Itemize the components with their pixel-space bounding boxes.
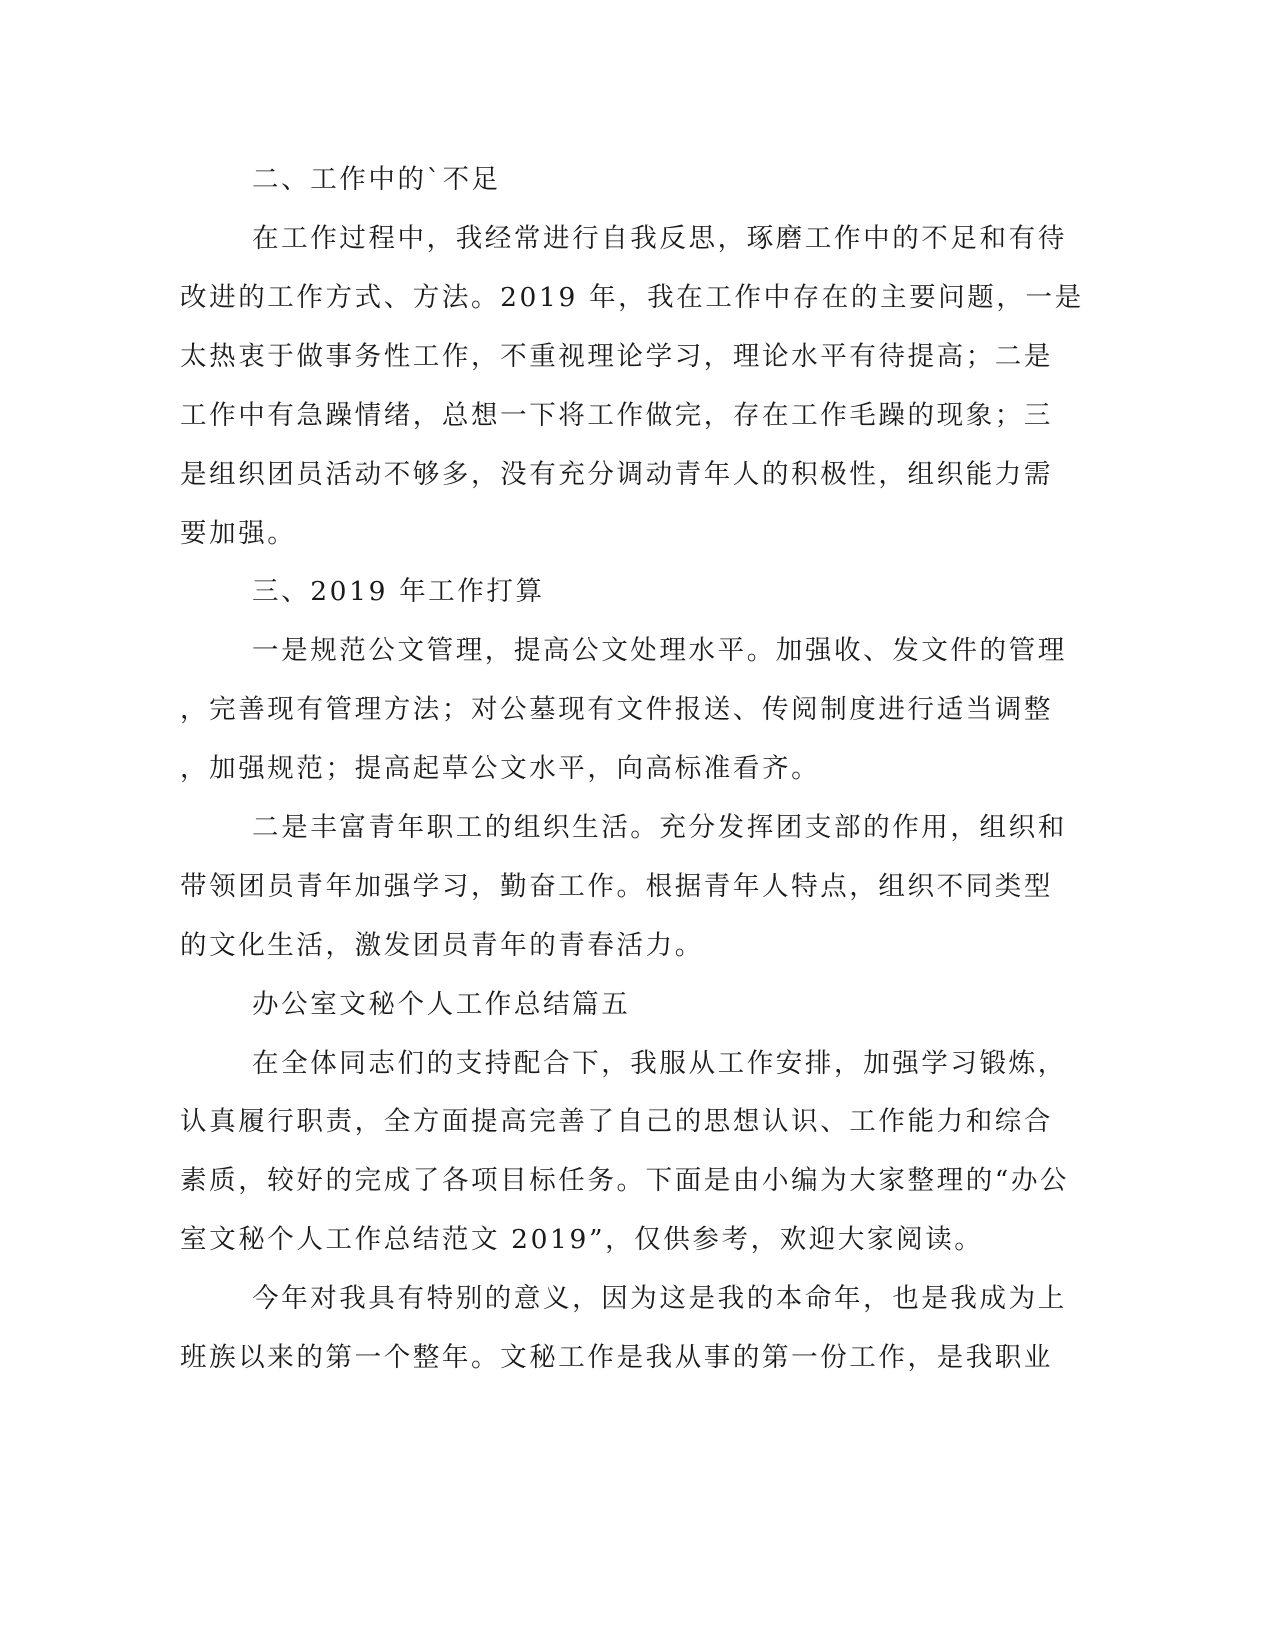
paragraph-line: 一是规范公文管理，提高公文处理水平。加强收、发文件的管理	[252, 635, 1067, 666]
section-heading-plan: 三、2019 年工作打算	[252, 576, 545, 607]
paragraph-line: 在全体同志们的支持配合下，我服从工作安排，加强学习锻炼，	[252, 1048, 1067, 1079]
paragraph-line: 要加强。	[180, 518, 297, 549]
paragraph-line: 的文化生活，激发团员青年的青春活力。	[180, 930, 704, 961]
paragraph-line: 改进的工作方式、方法。2019 年，我在工作中存在的主要问题，一是	[180, 282, 1084, 313]
paragraph-line: ，完善现有管理方法；对公墓现有文件报送、传阅制度进行适当调整	[180, 694, 1053, 725]
paragraph-line: 室文秘个人工作总结范文 2019”，仅供参考，欢迎大家阅读。	[180, 1224, 984, 1255]
paragraph-line: 班族以来的第一个整年。文秘工作是我从事的第一份工作，是我职业	[180, 1342, 1053, 1373]
paragraph-line: 素质，较好的完成了各项目标任务。下面是由小编为大家整理的“办公	[180, 1165, 1070, 1196]
paragraph-line: 二是丰富青年职工的组织生活。充分发挥团支部的作用，组织和	[252, 812, 1067, 843]
paragraph-line: 带领团员青年加强学习，勤奋工作。根据青年人特点，组织不同类型	[180, 871, 1053, 902]
paragraph-line: 是组织团员活动不够多，没有充分调动青年人的积极性，组织能力需	[180, 459, 1053, 490]
paragraph-line: 太热衷于做事务性工作，不重视理论学习，理论水平有待提高；二是	[180, 341, 1053, 372]
paragraph-line: 今年对我具有特别的意义，因为这是我的本命年，也是我成为上	[252, 1283, 1067, 1314]
paragraph-line: 认真履行职责，全方面提高完善了自己的思想认识、工作能力和综合	[180, 1106, 1053, 1137]
paragraph-line: 工作中有急躁情绪，总想一下将工作做完，存在工作毛躁的现象；三	[180, 400, 1053, 431]
article-title: 办公室文秘个人工作总结篇五	[252, 989, 631, 1020]
paragraph-line: 在工作过程中，我经常进行自我反思，琢磨工作中的不足和有待	[252, 223, 1067, 254]
section-heading-shortcomings: 二、工作中的`不足	[252, 164, 501, 195]
paragraph-line: ，加强规范；提高起草公文水平，向高标准看齐。	[180, 753, 821, 784]
